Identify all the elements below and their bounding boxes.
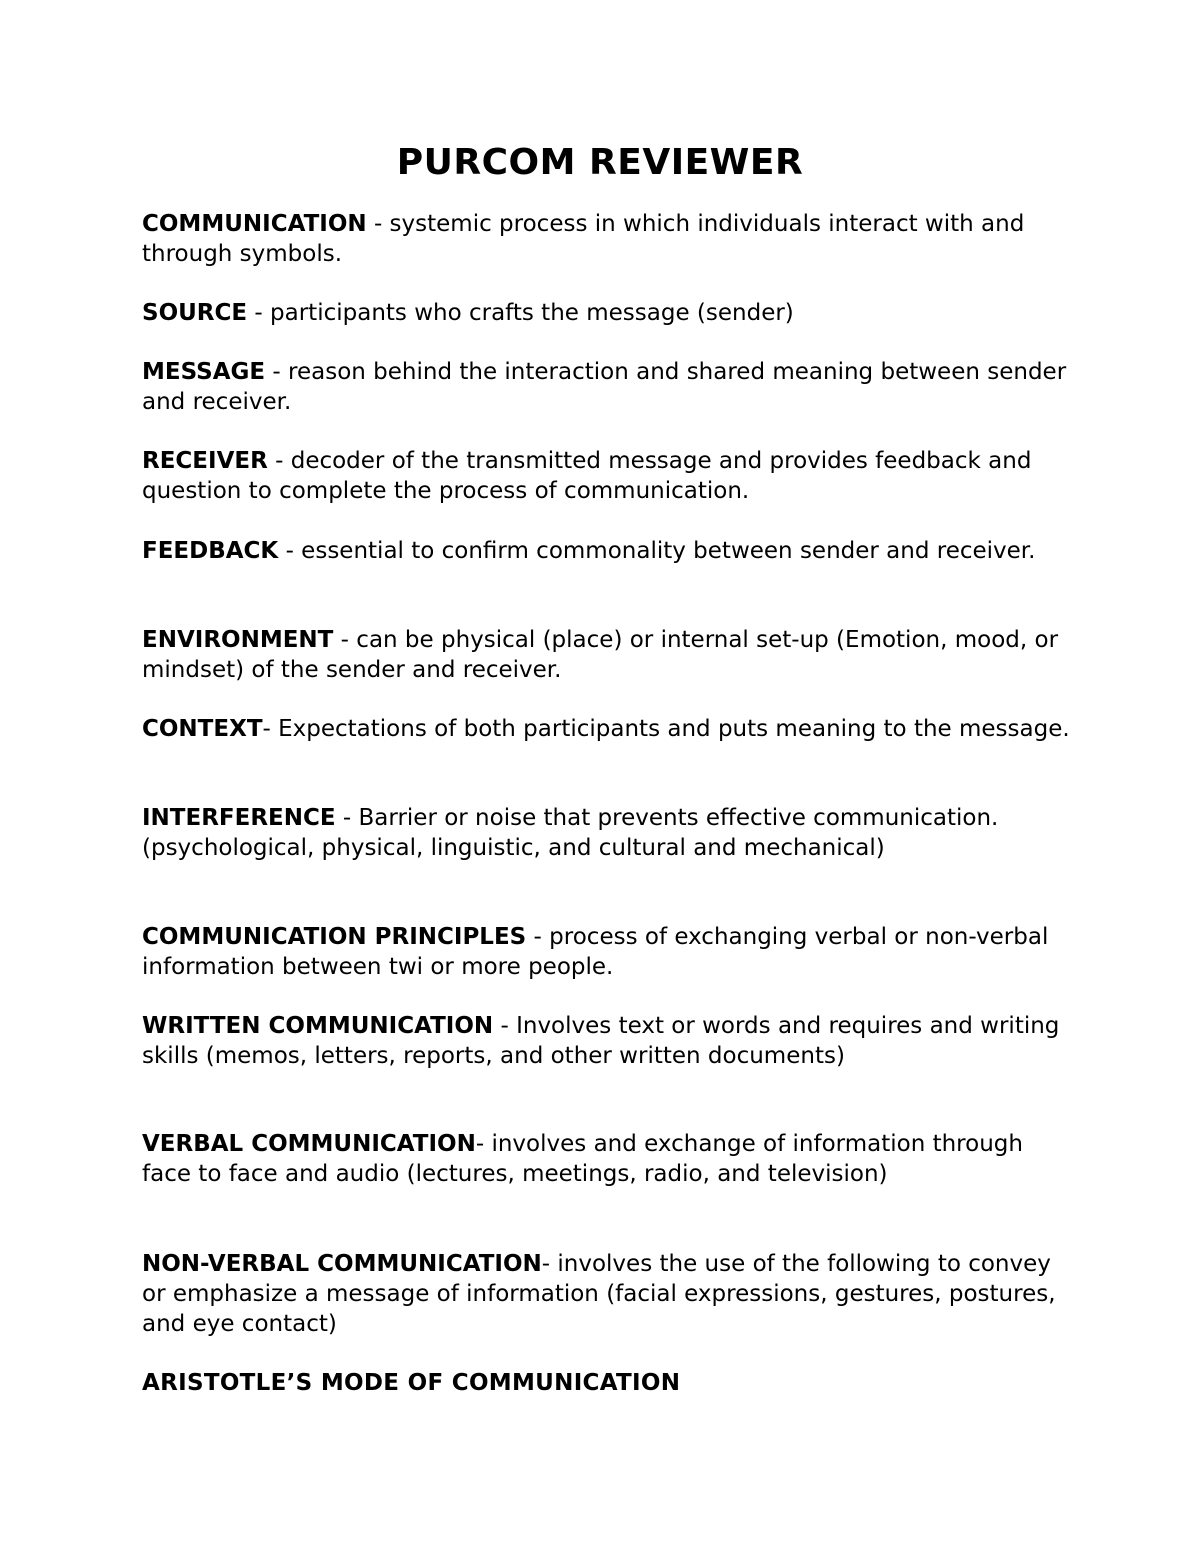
entry-definition: - process of exchanging verbal or non-verbal information between twi or more people. [142,924,1049,980]
entry-definition: - Involves text or words and requires and writing skills (memos, letters, reports, and other written documents) [142,1013,1060,1069]
entry-term: COMMUNICATION [142,211,367,237]
entry-term: CONTEXT [142,716,263,742]
entry-definition: - participants who crafts the message (sender) [247,300,794,326]
document-title: PURCOM REVIEWER [396,142,804,183]
entry-interference [142,803,1072,863]
entry-term: INTERFERENCE [142,805,336,831]
entry-receiver [142,446,1072,506]
entry-source [142,298,1072,328]
entry-written-communication [142,1011,1072,1071]
section-heading: ARISTOTLE’S MODE OF COMMUNICATION [142,1370,681,1396]
entry-term: VERBAL COMMUNICATION [142,1131,476,1157]
entry-definition: - involves and exchange of information through face to face and audio (lectures, meetings, radio, and television) [142,1131,1023,1187]
entry-term: MESSAGE [142,359,266,385]
entry-term: RECEIVER [142,448,268,474]
entry-definition: - decoder of the transmitted message and provides feedback and question to complete the process of communication. [142,448,1032,504]
entry-term: SOURCE [142,300,248,326]
entry-term: FEEDBACK [142,538,279,564]
entry-context [142,714,1072,744]
entry-definition: - involves the use of the following to convey or emphasize a message of information (facial expressions, gestures, postures, and eye contact) [142,1251,1056,1337]
entry-definition: - systemic process in which individuals interact with and through symbols. [142,211,1025,267]
entry-environment [142,625,1072,685]
entry-definition: - can be physical (place) or internal set-up (Emotion, mood, or mindset) of the sender and receiver. [142,627,1059,683]
entry-definition: - Barrier or noise that prevents effective communication. (psychological, physical, linguistic, and cultural and mechanical) [142,805,999,861]
entry-communication-principles [142,922,1072,982]
entry-message [142,357,1072,417]
entry-term: WRITTEN COMMUNICATION [142,1013,494,1039]
entry-term: ENVIRONMENT [142,627,334,653]
entry-term: COMMUNICATION PRINCIPLES [142,924,527,950]
entry-non-verbal-communication [142,1249,1072,1339]
entry-feedback [142,536,1072,566]
entry-definition: - Expectations of both participants and puts meaning to the message. [262,716,1070,742]
entry-definition: - essential to confirm commonality between sender and receiver. [278,538,1036,564]
entry-term: NON-VERBAL COMMUNICATION [142,1251,542,1277]
entry-communication [142,209,1072,269]
entry-definition: - reason behind the interaction and shared meaning between sender and receiver. [142,359,1067,415]
entry-verbal-communication [142,1129,1072,1189]
